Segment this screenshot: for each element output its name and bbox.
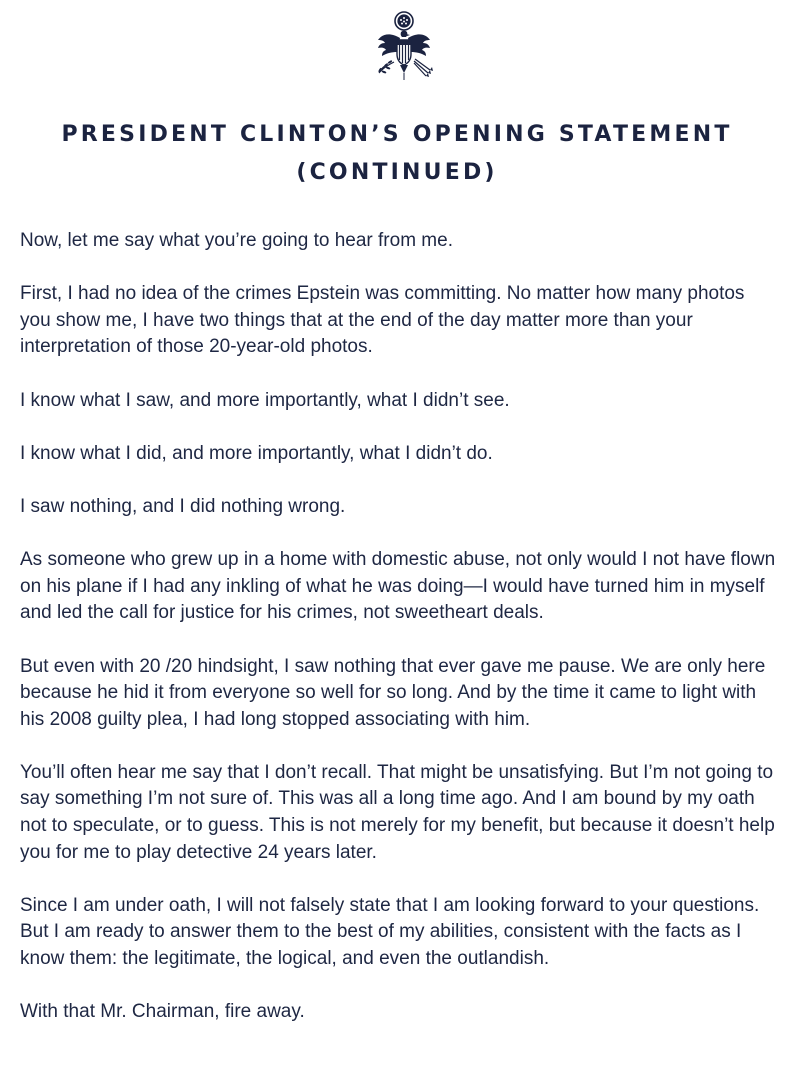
paragraph: Now, let me say what you’re going to hear from me. xyxy=(20,230,453,251)
page-title xyxy=(0,116,794,192)
paragraph: I saw nothing, and I did nothing wrong. xyxy=(20,495,346,517)
title-line-2: (CONTINUED) xyxy=(296,160,498,185)
paragraph: I know what I saw, and more importantly, what I didn’t see. xyxy=(20,389,510,411)
statement-body xyxy=(20,228,780,1026)
paragraph: First, I had no idea of the crimes Epstein was committing. No matter how many photos you show me, I have two things that at the end of the day matter more than your interpretation of those 20-year-old photos. xyxy=(20,283,745,358)
title-line-1: PRESIDENT CLINTON’S OPENING STATEMENT xyxy=(61,122,733,147)
presidential-seal-icon xyxy=(370,10,438,84)
paragraph: I know what I did, and more importantly, what I didn’t do. xyxy=(20,442,493,464)
paragraph: As someone who grew up in a home with domestic abuse, not only would I not have flown on his plane if I had any inkling of what he was doing—I would have turned him in myself and led the call for justice for his crimes, not sweetheart deals. xyxy=(20,549,776,624)
paragraph: With that Mr. Chairman, fire away. xyxy=(20,1001,305,1023)
paragraph: But even with 20 /20 hindsight, I saw nothing that ever gave me pause. We are only here because he hid it from everyone so well for so long. And by the time it came to light with his 2008 guilty plea, I had long stopped associating with him. xyxy=(20,655,766,730)
paragraph: You’ll often hear me say that I don’t recall. That might be unsatisfying. But I’m not going to say something I’m not sure of. This was all a long time ago. And I am bound by my oath not to speculate, or to guess. This is not merely for my benefit, but because it doesn’t help you for me to play detective 24 years later. xyxy=(20,761,775,863)
paragraph: Since I am under oath, I will not falsely state that I am looking forward to your questions. But I am ready to answer them to the best of my abilities, consistent with the facts as I know them: the legitimate, the logical, and even the outlandish. xyxy=(20,894,760,970)
